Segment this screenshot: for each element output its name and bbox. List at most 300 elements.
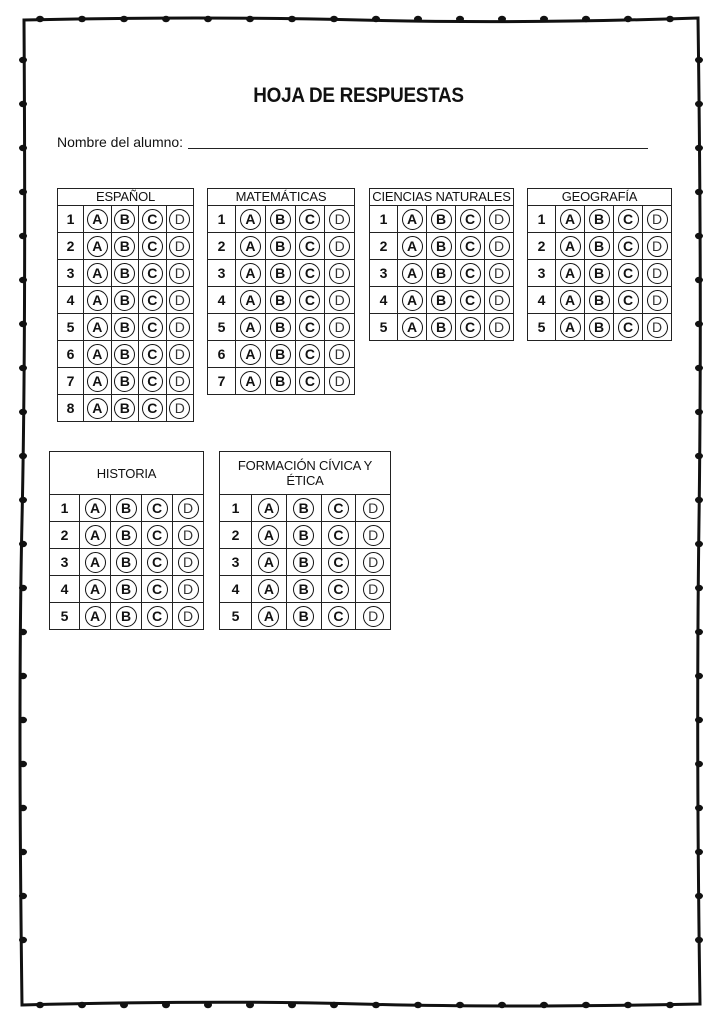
answer-bubble-d[interactable]: D [329,236,350,257]
border-dot [666,1002,674,1008]
section-title: MATEMÁTICAS [208,189,355,206]
answer-bubble-d[interactable]: D [329,209,350,230]
option-cell [236,233,266,260]
answer-bubble-b[interactable]: B [116,498,137,519]
option-cell [398,206,427,233]
option-cell [173,549,204,576]
border-dot [695,585,703,591]
answer-row [50,603,204,630]
border-dot [695,101,703,107]
question-number: 1 [58,206,84,233]
answer-bubble-c[interactable]: C [299,209,320,230]
answer-bubble-d[interactable]: D [363,552,384,573]
question-number: 6 [58,341,84,368]
answer-bubble-d[interactable]: D [329,263,350,284]
answer-bubble-b[interactable]: B [270,371,291,392]
option-cell [111,522,142,549]
option-cell [614,260,643,287]
option-cell [265,314,295,341]
option-cell [427,260,456,287]
answer-row [370,260,514,287]
border-dot [695,629,703,635]
answer-bubble-b[interactable]: B [431,236,452,257]
answer-bubble-c[interactable]: C [147,525,168,546]
answer-bubble-c[interactable]: C [142,398,163,419]
option-cell [166,287,194,314]
answer-bubble-a[interactable]: A [87,398,108,419]
border-dot [695,145,703,151]
answer-bubble-c[interactable]: C [299,317,320,338]
question-number: 5 [370,314,398,341]
answer-bubble-a[interactable]: A [85,498,106,519]
answer-bubble-d[interactable]: D [329,344,350,365]
option-cell [111,233,139,260]
answer-bubble-b[interactable]: B [114,263,135,284]
answer-bubble-a[interactable]: A [560,290,581,311]
answer-bubble-d[interactable]: D [647,209,668,230]
answer-row [50,576,204,603]
border-dot [330,16,338,22]
answer-row [370,233,514,260]
option-cell [325,233,355,260]
border-dot [162,1002,170,1008]
answer-bubble-d[interactable]: D [363,606,384,627]
question-number: 5 [58,314,84,341]
border-dot [372,1002,380,1008]
answer-bubble-a[interactable]: A [240,236,261,257]
answer-bubble-b[interactable]: B [589,209,610,230]
border-dot [162,16,170,22]
option-cell [173,576,204,603]
option-cell [265,260,295,287]
option-cell [614,233,643,260]
question-number: 1 [528,206,556,233]
answer-bubble-c[interactable]: C [142,371,163,392]
answer-bubble-a[interactable]: A [87,371,108,392]
answer-bubble-c[interactable]: C [147,606,168,627]
option-cell [139,233,167,260]
answer-bubble-a[interactable]: A [402,236,423,257]
answer-bubble-a[interactable]: A [560,263,581,284]
answer-bubble-d[interactable]: D [178,579,199,600]
answer-bubble-b[interactable]: B [114,290,135,311]
answer-bubble-b[interactable]: B [270,236,291,257]
option-cell [286,495,321,522]
option-cell [236,368,266,395]
answer-bubble-b[interactable]: B [589,317,610,338]
answer-bubble-c[interactable]: C [299,236,320,257]
answer-bubble-a[interactable]: A [240,317,261,338]
answer-row [208,314,355,341]
option-cell [295,260,325,287]
border-dot [246,16,254,22]
option-cell [80,522,111,549]
answer-bubble-a[interactable]: A [240,263,261,284]
option-cell [166,341,194,368]
option-cell [265,287,295,314]
answer-bubble-c[interactable]: C [142,263,163,284]
option-cell [286,603,321,630]
border-dot [120,16,128,22]
answer-bubble-b[interactable]: B [293,498,314,519]
answer-bubble-d[interactable]: D [169,344,190,365]
option-cell [84,206,112,233]
answer-bubble-a[interactable]: A [85,579,106,600]
option-cell [356,495,391,522]
answer-bubble-a[interactable]: A [240,290,261,311]
answer-bubble-c[interactable]: C [618,290,639,311]
student-name-field[interactable] [188,148,648,149]
answer-grid-historia [49,451,204,630]
border-dot [78,16,86,22]
border-dot [695,321,703,327]
answer-bubble-c[interactable]: C [328,525,349,546]
border-dot [19,497,27,503]
answer-bubble-c[interactable]: C [618,236,639,257]
answer-bubble-a[interactable]: A [258,525,279,546]
answer-row [528,206,672,233]
option-cell [456,314,485,341]
answer-bubble-b[interactable]: B [589,236,610,257]
border-dot [695,233,703,239]
option-cell [236,314,266,341]
answer-row [370,287,514,314]
option-cell [286,549,321,576]
answer-bubble-d[interactable]: D [489,236,510,257]
option-cell [80,576,111,603]
answer-row [50,495,204,522]
option-cell [139,260,167,287]
option-cell [80,603,111,630]
answer-bubble-c[interactable]: C [299,290,320,311]
answer-bubble-c[interactable]: C [142,290,163,311]
option-cell [485,233,514,260]
answer-bubble-a[interactable]: A [402,209,423,230]
answer-bubble-d[interactable]: D [169,317,190,338]
border-dot [695,893,703,899]
option-cell [295,206,325,233]
answer-bubble-d[interactable]: D [169,236,190,257]
answer-bubble-d[interactable]: D [178,606,199,627]
answer-bubble-b[interactable]: B [293,525,314,546]
option-cell [398,287,427,314]
answer-bubble-a[interactable]: A [258,606,279,627]
answer-bubble-a[interactable]: A [402,263,423,284]
border-dot [414,16,422,22]
option-cell [84,368,112,395]
option-cell [356,522,391,549]
option-cell [585,260,614,287]
option-cell [398,314,427,341]
border-dot [695,409,703,415]
border-dot [19,145,27,151]
answer-bubble-b[interactable]: B [293,552,314,573]
answer-bubble-d[interactable]: D [329,290,350,311]
answer-bubble-a[interactable]: A [258,498,279,519]
question-number: 3 [58,260,84,287]
answer-bubble-c[interactable]: C [328,552,349,573]
question-number: 3 [528,260,556,287]
answer-bubble-c[interactable]: C [299,263,320,284]
answer-bubble-d[interactable]: D [178,525,199,546]
answer-bubble-c[interactable]: C [328,498,349,519]
border-dot [330,1002,338,1008]
border-dot [19,805,27,811]
answer-bubble-b[interactable]: B [116,579,137,600]
answer-bubble-c[interactable]: C [147,498,168,519]
answer-bubble-c[interactable]: C [142,236,163,257]
answer-bubble-a[interactable]: A [240,371,261,392]
option-cell [139,368,167,395]
answer-bubble-d[interactable]: D [329,317,350,338]
option-cell [173,603,204,630]
answer-bubble-d[interactable]: D [363,579,384,600]
answer-bubble-c[interactable]: C [460,317,481,338]
answer-bubble-b[interactable]: B [589,263,610,284]
answer-bubble-a[interactable]: A [87,236,108,257]
answer-bubble-a[interactable]: A [560,209,581,230]
answer-bubble-b[interactable]: B [270,344,291,365]
answer-row [220,495,391,522]
question-number: 2 [50,522,80,549]
answer-bubble-a[interactable]: A [85,552,106,573]
answer-bubble-a[interactable]: A [258,552,279,573]
border-dot [695,57,703,63]
answer-bubble-c[interactable]: C [142,209,163,230]
answer-bubble-a[interactable]: A [87,290,108,311]
option-cell [614,314,643,341]
option-cell [84,341,112,368]
border-dot [36,16,44,22]
option-cell [295,314,325,341]
border-dot [695,497,703,503]
answer-bubble-c[interactable]: C [618,317,639,338]
option-cell [111,368,139,395]
option-cell [142,522,173,549]
border-dot [19,893,27,899]
border-dot [624,16,632,22]
option-cell [556,287,585,314]
option-cell [456,287,485,314]
border-dot [456,16,464,22]
option-cell [325,368,355,395]
option-cell [321,603,356,630]
answer-bubble-b[interactable]: B [431,263,452,284]
answer-grid-matematicas [207,188,355,395]
answer-bubble-d[interactable]: D [647,236,668,257]
option-cell [321,549,356,576]
answer-bubble-d[interactable]: D [489,263,510,284]
option-cell [643,314,672,341]
answer-row [220,576,391,603]
border-dot [695,717,703,723]
option-cell [427,233,456,260]
question-number: 5 [528,314,556,341]
border-dot [695,937,703,943]
answer-bubble-c[interactable]: C [142,317,163,338]
answer-bubble-b[interactable]: B [431,290,452,311]
answer-bubble-d[interactable]: D [329,371,350,392]
answer-bubble-c[interactable]: C [460,209,481,230]
question-number: 5 [208,314,236,341]
answer-bubble-b[interactable]: B [116,606,137,627]
answer-row [528,260,672,287]
answer-bubble-b[interactable]: B [293,579,314,600]
answer-bubble-d[interactable]: D [169,263,190,284]
question-number: 5 [220,603,252,630]
answer-bubble-a[interactable]: A [87,344,108,365]
option-cell [321,495,356,522]
answer-bubble-b[interactable]: B [116,552,137,573]
option-cell [173,522,204,549]
border-dot [204,16,212,22]
option-cell [139,206,167,233]
answer-bubble-a[interactable]: A [560,317,581,338]
option-cell [252,522,287,549]
option-cell [325,341,355,368]
answer-bubble-d[interactable]: D [489,317,510,338]
answer-bubble-a[interactable]: A [240,344,261,365]
option-cell [111,549,142,576]
option-cell [142,495,173,522]
answer-bubble-d[interactable]: D [363,498,384,519]
answer-bubble-d[interactable]: D [647,290,668,311]
answer-bubble-b[interactable]: B [270,263,291,284]
answer-bubble-b[interactable]: B [431,317,452,338]
question-number: 2 [528,233,556,260]
answer-bubble-a[interactable]: A [258,579,279,600]
answer-bubble-c[interactable]: C [328,606,349,627]
border-dot [498,1002,506,1008]
answer-bubble-c[interactable]: C [299,344,320,365]
answer-bubble-c[interactable]: C [142,344,163,365]
answer-bubble-a[interactable]: A [402,290,423,311]
answer-bubble-d[interactable]: D [489,290,510,311]
border-dot [695,189,703,195]
answer-row [58,233,194,260]
answer-bubble-b[interactable]: B [270,290,291,311]
border-dot [695,277,703,283]
answer-row [370,206,514,233]
answer-row [208,206,355,233]
option-cell [556,314,585,341]
border-dot [540,1002,548,1008]
answer-bubble-a[interactable]: A [87,209,108,230]
answer-bubble-b[interactable]: B [116,525,137,546]
answer-bubble-c[interactable]: C [460,263,481,284]
answer-bubble-b[interactable]: B [270,209,291,230]
option-cell [427,314,456,341]
answer-bubble-a[interactable]: A [87,317,108,338]
answer-bubble-b[interactable]: B [270,317,291,338]
answer-grid-ciencias-naturales [369,188,514,341]
answer-bubble-b[interactable]: B [114,344,135,365]
border-dot [204,1002,212,1008]
question-number: 1 [50,495,80,522]
answer-bubble-a[interactable]: A [87,263,108,284]
border-dot [695,761,703,767]
answer-bubble-d[interactable]: D [169,209,190,230]
answer-bubble-b[interactable]: B [293,606,314,627]
answer-bubble-a[interactable]: A [240,209,261,230]
border-dot [695,805,703,811]
option-cell [236,206,266,233]
answer-bubble-d[interactable]: D [169,290,190,311]
answer-bubble-b[interactable]: B [589,290,610,311]
option-cell [142,549,173,576]
answer-bubble-c[interactable]: C [299,371,320,392]
option-cell [456,233,485,260]
answer-row [58,287,194,314]
answer-bubble-c[interactable]: C [147,579,168,600]
border-dot [456,1002,464,1008]
answer-bubble-b[interactable]: B [114,317,135,338]
option-cell [643,287,672,314]
question-number: 2 [208,233,236,260]
answer-bubble-a[interactable]: A [402,317,423,338]
answer-bubble-c[interactable]: C [147,552,168,573]
answer-bubble-d[interactable]: D [169,371,190,392]
section-title: ESPAÑOL [58,189,194,206]
answer-bubble-c[interactable]: C [460,236,481,257]
question-number: 1 [220,495,252,522]
question-number: 7 [58,368,84,395]
option-cell [325,206,355,233]
border-dot [19,453,27,459]
answer-bubble-a[interactable]: A [85,525,106,546]
option-cell [252,576,287,603]
answer-row [370,314,514,341]
answer-bubble-c[interactable]: C [618,263,639,284]
answer-bubble-c[interactable]: C [460,290,481,311]
answer-row [50,549,204,576]
option-cell [398,260,427,287]
answer-bubble-c[interactable]: C [618,209,639,230]
question-number: 4 [50,576,80,603]
option-cell [321,576,356,603]
answer-row [208,233,355,260]
answer-row [528,314,672,341]
option-cell [111,206,139,233]
answer-bubble-d[interactable]: D [169,398,190,419]
answer-bubble-d[interactable]: D [489,209,510,230]
answer-bubble-d[interactable]: D [178,498,199,519]
answer-bubble-a[interactable]: A [560,236,581,257]
answer-bubble-b[interactable]: B [114,236,135,257]
answer-bubble-d[interactable]: D [363,525,384,546]
answer-bubble-b[interactable]: B [431,209,452,230]
border-dot [666,16,674,22]
answer-bubble-d[interactable]: D [178,552,199,573]
answer-bubble-b[interactable]: B [114,209,135,230]
section-title: GEOGRAFÍA [528,189,672,206]
answer-row [220,522,391,549]
option-cell [585,233,614,260]
option-cell [295,341,325,368]
border-dot [19,277,27,283]
question-number: 8 [58,395,84,422]
answer-bubble-c[interactable]: C [328,579,349,600]
answer-bubble-a[interactable]: A [85,606,106,627]
answer-bubble-b[interactable]: B [114,371,135,392]
option-cell [139,395,167,422]
option-cell [485,206,514,233]
answer-bubble-d[interactable]: D [647,317,668,338]
border-dot [19,365,27,371]
option-cell [111,576,142,603]
answer-bubble-d[interactable]: D [647,263,668,284]
answer-bubble-b[interactable]: B [114,398,135,419]
